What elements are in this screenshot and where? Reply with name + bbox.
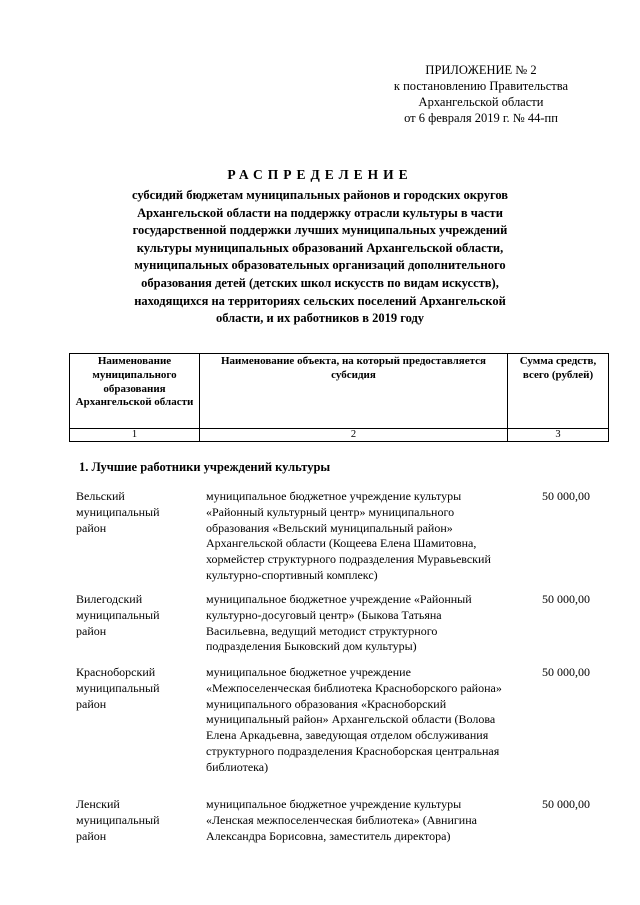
header-object: Наименование объекта, на который предоставляется субсидия: [200, 354, 508, 429]
subtitle-line: области, и их работников в 2019 году: [215, 311, 425, 326]
district-name: Красноборский муниципальный район: [76, 665, 160, 711]
appendix-resolution-line: к постановлению Правительства: [393, 79, 569, 93]
table-column-numbers-row: [70, 429, 609, 442]
column-number: 2: [200, 429, 508, 442]
subtitle-line: образования детей (детских школ искусств по видам искусств),: [141, 275, 499, 290]
district-name: Ленский муниципальный район: [76, 797, 160, 843]
object-description: муниципальное бюджетное учреждение «Межпоселенческая библиотека Красноборского района» муниципального образования «Красноборский муниципальный район» Архангельской области (Волова Елена Аркадьевна, заведующая отделом обслуживания структурного подразделения Красноборская центральная библиотека): [206, 665, 502, 774]
subsidy-sum: 50 000,00: [542, 797, 590, 811]
appendix-date-line: от 6 февраля 2019 г. № 44-пп: [404, 111, 558, 125]
column-number: 3: [508, 429, 609, 442]
table-header-row: [70, 354, 609, 429]
header-district: Наименование муниципального образования Архангельской области: [70, 354, 200, 429]
appendix-block: [372, 62, 590, 126]
subsidy-sum: 50 000,00: [542, 592, 590, 606]
subtitle-line: муниципальных образовательных организаций дополнительного: [134, 258, 506, 273]
section-heading: 1. Лучшие работники учреждений культуры: [79, 460, 331, 474]
distribution-table-header: [69, 353, 609, 442]
subsidy-sum: 50 000,00: [542, 665, 590, 679]
header-sum: Сумма средств, всего (рублей): [508, 354, 609, 429]
column-number: 1: [70, 429, 200, 442]
appendix-number: ПРИЛОЖЕНИЕ № 2: [425, 63, 537, 77]
district-name: Вельский муниципальный район: [76, 489, 160, 535]
object-description: муниципальное бюджетное учреждение культуры «Районный культурный центр» муниципального образования «Вельский муниципальный район» Архангельской области (Кощеева Елена Шамитовна, хормейстер структурного подразделения Муравьевский культурно-спортивный комплекс): [206, 489, 491, 582]
document-title-block: [70, 166, 570, 328]
subtitle-line: находящихся на территориях сельских поселений Архангельской: [134, 293, 506, 308]
object-description: муниципальное бюджетное учреждение «Районный культурно-досуговый центр» (Быкова Татьяна Васильевна, ведущий методист структурного подразделения Быковский дом культуры): [206, 592, 472, 654]
subtitle-line: культуры муниципальных образований Архангельской области,: [136, 240, 504, 255]
district-name: Вилегодский муниципальный район: [76, 592, 160, 638]
subtitle-line: государственной поддержки лучших муниципальных учреждений: [132, 223, 508, 238]
subtitle-line: Архангельской области на поддержку отрасли культуры в части: [137, 205, 503, 220]
document-title: РАСПРЕДЕЛЕНИЕ: [227, 167, 413, 182]
document-subtitle: [70, 187, 570, 328]
subsidy-sum: 50 000,00: [542, 489, 590, 503]
appendix-region-line: Архангельской области: [418, 95, 544, 109]
subtitle-line: субсидий бюджетам муниципальных районов и городских округов: [131, 188, 509, 202]
object-description: муниципальное бюджетное учреждение культуры «Ленская межпоселенческая библиотека» (Авнигина Александра Борисовна, заместитель директора): [206, 797, 477, 843]
